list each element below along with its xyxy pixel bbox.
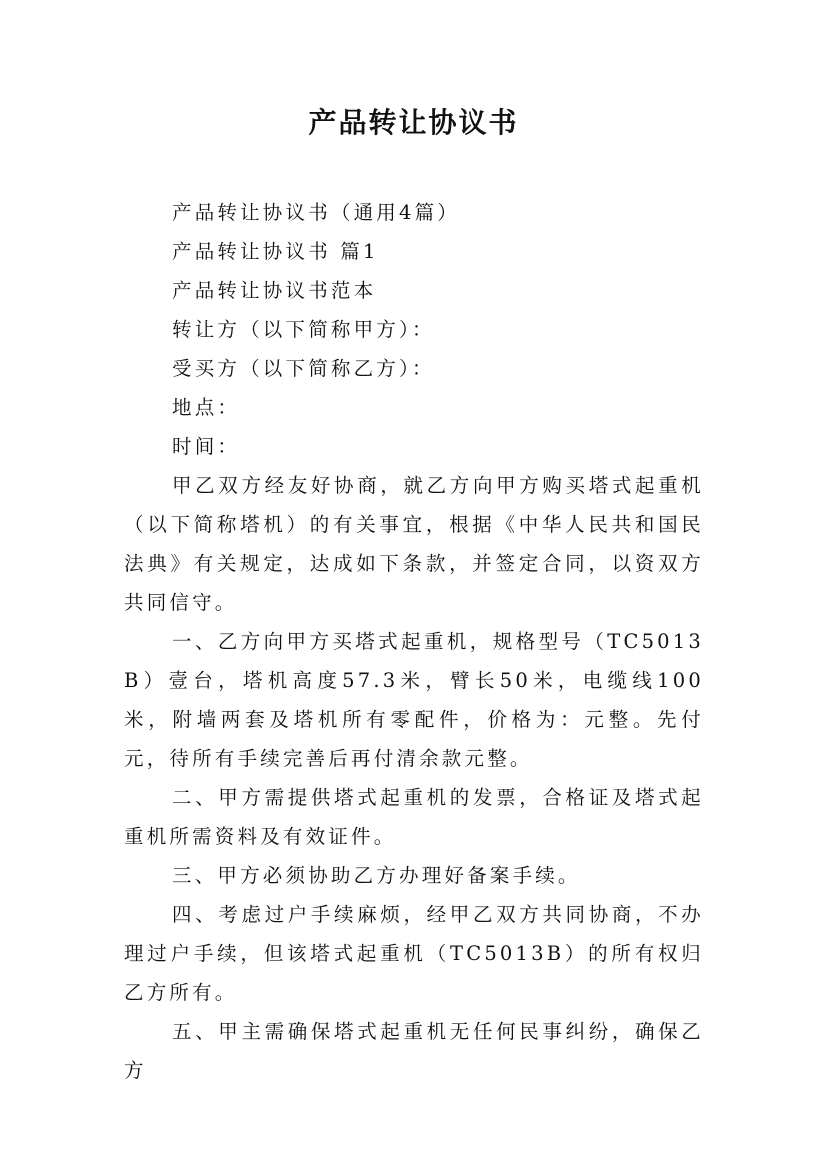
paragraph-buyer: 受买方（以下简称乙方）： [172, 357, 435, 380]
paragraph-location: 地点： [172, 396, 241, 419]
paragraph-preamble: 甲乙双方经友好协商，就乙方向甲方购买塔式起重机（以下简称塔机）的有关事宜，根据《中华人民共和国民法典》有关规定，达成如下条款，并签定合同，以资双方共同信守。 [124, 474, 704, 614]
paragraph-clause-5: 五、甲主需确保塔式起重机无任何民事纠纷，确保乙方 [124, 1020, 704, 1082]
document-title: 产品转让协议书 [308, 106, 519, 139]
paragraph-clause-1: 一、乙方向甲方买塔式起重机，规格型号（TC5013B）壹台，塔机高度57.3米，臂长50米，电缆线100米，附墙两套及塔机所有零配件，价格为：元整。先付元，待所有手续完善后再付清余款元整。 [124, 630, 704, 770]
paragraph-time: 时间： [172, 435, 241, 458]
paragraph-section-heading: 产品转让协议书 篇1 [172, 240, 379, 263]
paragraph-clause-3: 三、甲方必须协助乙方办理好备案手续。 [172, 864, 581, 887]
paragraph-transferor: 转让方（以下简称甲方）： [172, 318, 435, 341]
paragraph-clause-2: 二、甲方需提供塔式起重机的发票，合格证及塔式起重机所需资料及有效证件。 [124, 786, 704, 848]
document-body [124, 193, 704, 1090]
paragraph-template-label: 产品转让协议书范本 [172, 279, 377, 302]
paragraph-clause-4: 四、考虑过户手续麻烦，经甲乙双方共同协商，不办理过户手续，但该塔式起重机（TC5013B）的所有权归乙方所有。 [124, 903, 704, 1004]
paragraph-subtitle: 产品转让协议书（通用4篇） [172, 201, 461, 224]
